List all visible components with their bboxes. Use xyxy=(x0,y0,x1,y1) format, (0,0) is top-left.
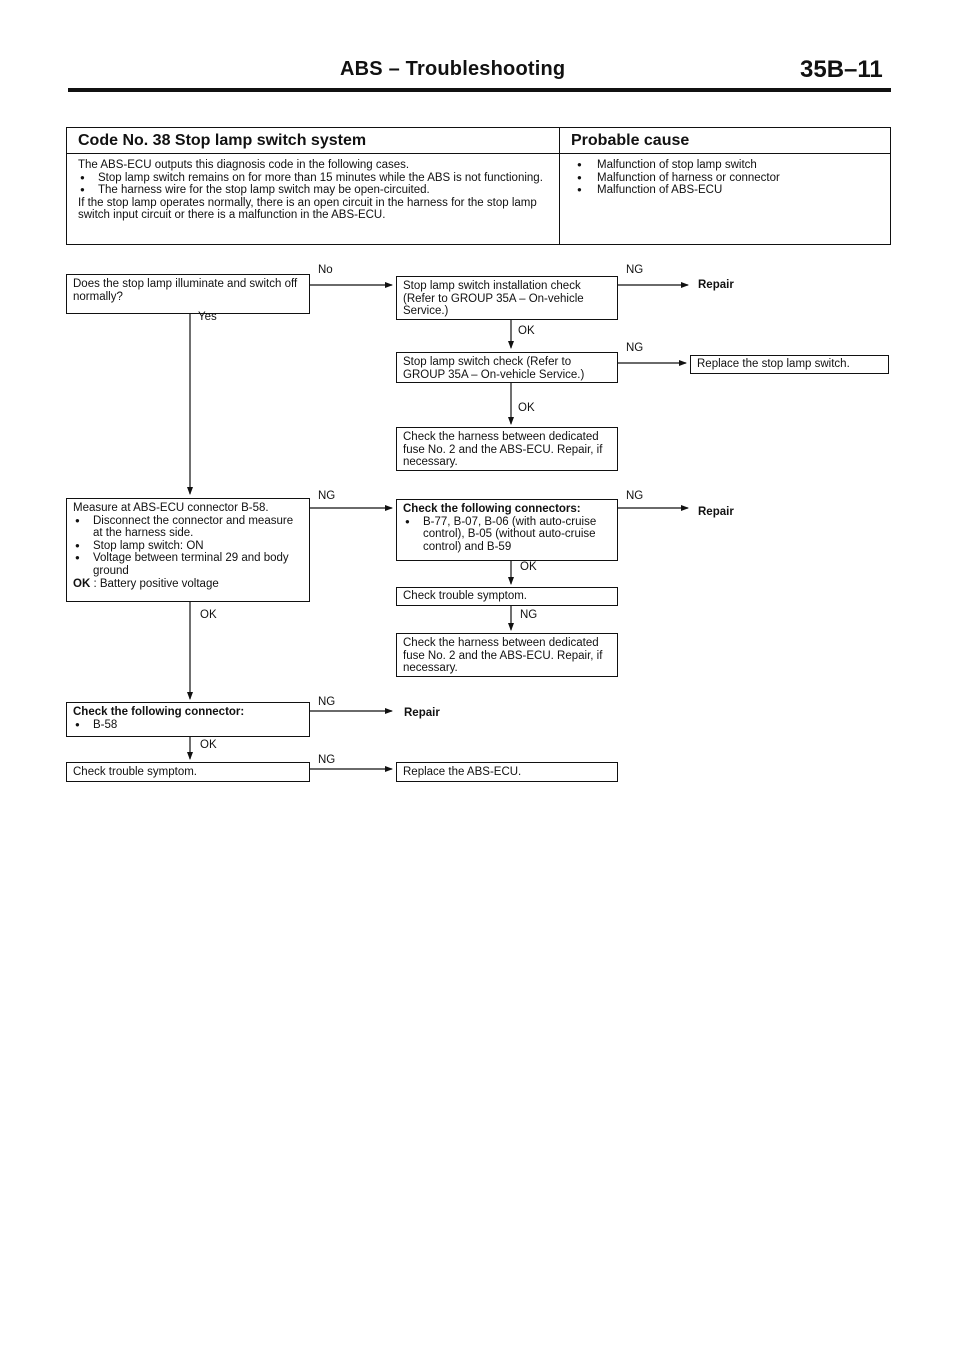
ng-label: NG xyxy=(318,754,336,766)
measure-title: Measure at ABS-ECU connector B-58. xyxy=(73,502,269,514)
code-intro: The ABS-ECU outputs this diagnosis code in the following cases. xyxy=(78,159,410,171)
repair-label: Repair xyxy=(698,279,734,291)
measure-step: ● Stop lamp switch: ON xyxy=(73,540,305,553)
probable-cause-title: Probable cause xyxy=(560,128,890,154)
code-case: ● Stop lamp switch remains on for more than 15 minutes while the ABS is not functioning. xyxy=(78,172,551,185)
ok-label: OK xyxy=(200,609,217,621)
code-case: ● The harness wire for the stop lamp switch may be open-circuited. xyxy=(78,184,551,197)
ng-label: NG xyxy=(318,490,336,502)
stop-lamp-switch-check-box: Stop lamp switch check (Refer to GROUP 35A – On-vehicle Service.) xyxy=(396,352,618,383)
ng-label: NG xyxy=(520,609,538,621)
replace-abs-ecu-box: Replace the ABS-ECU. xyxy=(396,762,618,782)
check-trouble-symptom-box: Check trouble symptom. xyxy=(396,587,618,606)
no-label: No xyxy=(318,264,333,276)
replace-stop-lamp-switch-box: Replace the stop lamp switch. xyxy=(690,355,889,374)
ng-label: NG xyxy=(626,342,644,354)
ok-label: OK xyxy=(518,325,535,337)
code-title: Code No. 38 Stop lamp switch system xyxy=(67,128,559,154)
harness-check-box: Check the harness between dedicated fuse No. 2 and the ABS-ECU. Repair, if necessary. xyxy=(396,633,618,677)
stop-lamp-installation-check-box: Stop lamp switch installation check (Refer to GROUP 35A – On-vehicle Service.) xyxy=(396,276,618,320)
page-title: ABS – Troubleshooting xyxy=(340,58,566,80)
page-number: 35B–11 xyxy=(800,56,883,83)
ng-label: NG xyxy=(626,490,644,502)
cause-item: ● Malfunction of ABS-ECU xyxy=(571,184,882,197)
ng-label: NG xyxy=(318,696,336,708)
ok-label: OK xyxy=(518,402,535,414)
ok-criteria-label: OK xyxy=(73,577,91,590)
ok-criteria-value: : Battery positive voltage xyxy=(93,577,219,590)
check-connectors-box xyxy=(396,499,618,561)
cause-item: ● Malfunction of harness or connector xyxy=(571,172,882,185)
measure-step: ● Voltage between terminal 29 and body ground xyxy=(73,552,305,577)
ok-label: OK xyxy=(200,739,217,751)
check-trouble-symptom-box: Check trouble symptom. xyxy=(66,762,310,782)
connector-b58-title: Check the following connector: xyxy=(73,706,245,718)
connectors-title: Check the following connectors: xyxy=(403,503,581,515)
code-note: If the stop lamp operates normally, there is an open circuit in the harness for the stop lamp switch input circuit or there is a malfunction in the ABS-ECU. xyxy=(78,196,537,222)
check-connector-b58-box xyxy=(66,702,310,737)
connector-b58-item: ● B-58 xyxy=(73,719,305,732)
measure-step: ● Disconnect the connector and measure at the harness side. xyxy=(73,515,305,540)
connectors-item: ● B-77, B-07, B-06 (with auto-cruise control), B-05 (without auto-cruise control) and B-59 xyxy=(403,516,613,554)
repair-label: Repair xyxy=(698,506,734,518)
ok-label: OK xyxy=(520,561,537,573)
stop-lamp-question-box: Does the stop lamp illuminate and switch off normally? xyxy=(66,274,310,314)
harness-check-box: Check the harness between dedicated fuse No. 2 and the ABS-ECU. Repair, if necessary. xyxy=(396,427,618,471)
ng-label: NG xyxy=(626,264,644,276)
yes-label: Yes xyxy=(198,311,217,323)
cause-item: ● Malfunction of stop lamp switch xyxy=(571,159,882,172)
repair-label: Repair xyxy=(404,707,440,719)
measure-connector-box xyxy=(66,498,310,602)
